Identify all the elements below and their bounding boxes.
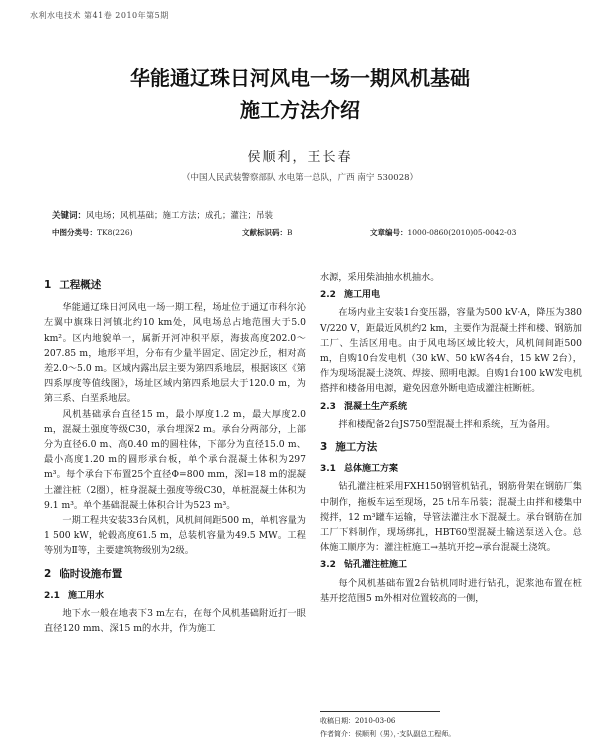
document-code xyxy=(242,227,293,238)
running-head: 水利水电技术 第41卷 2010年第5期 xyxy=(30,11,169,20)
subsection-number: 3.1 xyxy=(320,464,336,475)
title-line-2: 施工方法介绍 xyxy=(240,98,360,122)
subsection-number: 3.2 xyxy=(320,560,336,571)
section-1-heading xyxy=(44,278,306,293)
section-number: 2 xyxy=(44,567,52,580)
doc-value: B xyxy=(287,228,293,237)
paragraph: 每个风机基础布置2台钻机同时进行钻孔，泥浆池布置在桩基开挖范围5 m外相对位置较高的一侧， xyxy=(320,577,582,604)
subsection-3-1-heading xyxy=(320,462,582,477)
subsection-3-2-heading xyxy=(320,558,582,573)
authors: 侯顺利，王长春 xyxy=(247,150,353,165)
affiliation: （中国人民武装警察部队 水电第一总队，广西 南宁 530028） xyxy=(181,173,419,183)
keywords-label: 关键词： xyxy=(52,211,87,221)
subsection-number: 2.2 xyxy=(320,290,336,301)
classification-row xyxy=(52,227,552,239)
article-label: 文章编号： xyxy=(370,228,408,237)
paragraph: 华能通辽珠日河风电一场一期工程，场址位于通辽市科尔沁左翼中旗珠日河镇北约10 km处，风电场总占地范围大于5.0 km²。区内地貌单一，属新开河冲积平原，海拔高度202.0～207.85 m，地形平坦，分布有少量半固定、固定沙丘，相对高差2.0～5.0 m。区域内露出层主要为第四系地层，根据该区《第四系厚度等值线图》，场址区域内第四系地层大于120.0 m，为第三系、白垩系地层。 xyxy=(44,302,306,405)
subsection-title: 施工用水 xyxy=(67,590,104,601)
footnote-author-bio: 作者简介：侯顺利（男），·支队副总工程师。 xyxy=(320,730,456,738)
subsection-number: 2.1 xyxy=(44,590,60,601)
section-number: 1 xyxy=(44,279,52,291)
section-title: 施工方法 xyxy=(335,441,378,454)
keywords xyxy=(52,209,273,221)
section-3-heading xyxy=(320,440,582,455)
clc-number xyxy=(52,227,133,238)
right-column xyxy=(320,270,582,606)
article-number xyxy=(370,227,516,238)
clc-value: TK8(226) xyxy=(97,228,133,237)
section-number: 3 xyxy=(320,441,328,454)
left-column xyxy=(44,270,306,636)
clc-label: 中图分类号： xyxy=(52,228,97,237)
paragraph: 拌和楼配备2台JS750型混凝土拌和系统，互为备用。 xyxy=(338,418,556,430)
footnote-received-date: 收稿日期：2010-03-06 xyxy=(320,717,396,725)
section-title: 临时设施布置 xyxy=(59,567,123,580)
paragraph: 一期工程共安装33台风机，风机间间距500 m，单机容量为1 500 kW，轮毂高度61.5 m，总装机容量为49.5 MW。工程等别为Ⅱ等，主要建筑物级别为2级。 xyxy=(44,515,306,557)
paragraph: 风机基础承台直径15 m，最小厚度1.2 m，最大厚度2.0 m，混凝土强度等级C30，承台埋深2 m。承台分两部分，上部分为直径6.0 m、高0.40 m的圆柱体，下部分为直径15.0 m、最小高度1.20 m的圆形承台板，单个承台混凝土体积为297 m³。每个承台下布置25个直径Φ=800 mm，深l=18 m的混凝土灌注桩（2圈），桩身混凝土强度等级C30，单桩混凝土体积为9.1 m³。单个基础混凝土体积合计为523 m³。 xyxy=(44,408,306,511)
paragraph: 在场内业主安装1台变压器，容量为500 kV·A，降压为380 V/220 V，距最近风机约2 km，主要作为混凝土拌和楼、钢筋加工厂、生活区用电。由于风电场区域比较大，风机间间距500 m，自购10台发电机（30 kW、50 kW各4台，15 kW 2台），作为现场混凝土浇筑、焊接、照明电源。自购1台100 kW发电机搭拌和楼备用电源，避免因意外断电造成灌注桩断桩。 xyxy=(320,307,582,395)
title-line-1: 华能通辽珠日河风电一场一期风机基础 xyxy=(130,66,470,90)
article-value: 1000-0860(2010)05-0042-03 xyxy=(407,228,517,237)
footnote-rule xyxy=(320,711,440,712)
subsection-title: 施工用电 xyxy=(343,290,380,301)
subsection-2-1-heading xyxy=(44,589,306,604)
paragraph-continued: 水源，采用柴油抽水机抽水。 xyxy=(320,272,440,283)
subsection-number: 2.3 xyxy=(320,401,336,412)
subsection-title: 混凝土生产系统 xyxy=(343,401,407,412)
paragraph: 地下水一般在地表下3 m左右，在每个风机基础附近打一眼直径120 mm、深15 m的水井，作为施工 xyxy=(44,608,306,635)
subsection-2-2-heading xyxy=(320,288,582,303)
doc-label: 文献标识码： xyxy=(242,228,287,237)
keywords-value: 风电场；风机基础；施工方法；成孔；灌注；吊装 xyxy=(86,211,274,221)
paragraph: 钻孔灌注桩采用FXH150钢管机钻孔，钢筋骨架在钢筋厂集中制作，拖板车运至现场，25 t吊车吊装；混凝土由拌和楼集中搅拌，12 m³罐车运输，导管法灌注水下混凝土。承台钢筋在加工厂下料制作，现场绑扎，HBT60型混凝土输送泵送入仓。总体施工顺序为：灌注桩施工→基坑开挖→承台混凝土浇筑。 xyxy=(320,481,582,554)
section-title: 工程概述 xyxy=(59,279,102,291)
subsection-title: 总体施工方案 xyxy=(343,464,398,475)
subsection-title: 钻孔灌注桩施工 xyxy=(343,560,407,571)
subsection-2-3-heading xyxy=(320,400,582,415)
section-2-heading xyxy=(44,567,306,582)
